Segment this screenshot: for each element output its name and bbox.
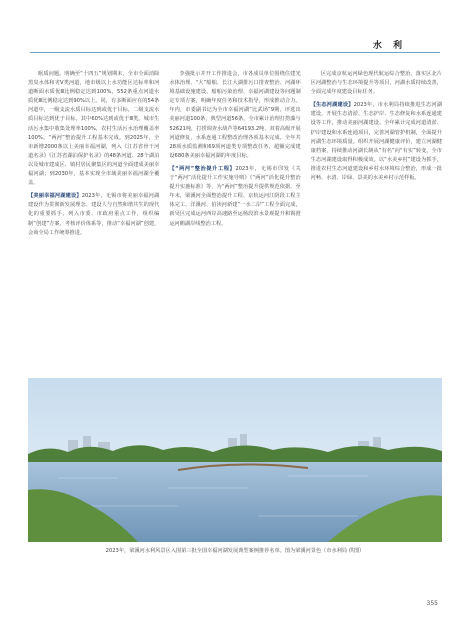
paragraph-text: 李强批示并开工作推进会，市各成员单位围绕住建光水体治理、“大”船舶、长江大湖排污口排查整治、河湖环境基础设施建设、船舶污染治理、幸福河湖建设等问题制定专项方案，明确年度任务和技术指导，形成推动合力。年内，市委副书记为全市幸福河湖“比武场”9期，评选出美丽河道100条，典型河道56条。全市累计治理打捞藻与52621吨，打捞调查水葫芦等64193.2吨，双着高级开展河道修复，水系连通工程整改治理各项基本完成。全年共28项水质监测和69项河道类专项整改任务，超额完成建设680条美丽幸福河湖的年度目标。 bbox=[169, 71, 301, 159]
text-column-1 bbox=[28, 70, 159, 375]
paragraph-text: 2023年，市水利局持续推进生态河湖建设，开展生态清淤、生态护岸、生态修复和水系连通建设等工作，推动美丽河湖建设。全年累计完成河道清淤、护岸建设和水系连通项目，完善河湖管护机制，全面提升河湖生态环境质量。组织开展河湖健康评价，建立河湖健康档案，持续推动河湖长制从“有名”向“有实”转变，全市生态河湖建设取得积极成效。以“水美乡村”建设为抓手，推进农村生态河道建设和乡村水环境综合整治，形成一批河畅、水清、岸绿、景美的水美乡村示范样板。 bbox=[310, 102, 442, 182]
river-landscape-image bbox=[28, 378, 442, 542]
text-column-3 bbox=[311, 70, 442, 375]
page-number: 355 bbox=[426, 600, 438, 607]
body-text-columns bbox=[28, 70, 442, 375]
paragraph bbox=[311, 70, 442, 97]
paragraph bbox=[311, 101, 442, 183]
paragraph bbox=[169, 165, 300, 229]
section-heading: 【生态河湖建设】 bbox=[310, 102, 354, 109]
paragraph bbox=[28, 192, 159, 237]
section-heading: 【“两河”整治提升工程】 bbox=[169, 165, 236, 172]
section-title: 水 利 bbox=[372, 41, 406, 51]
paragraph-text: 2023年，无锡市将美丽幸福河湖建设作为贯彻新发展理念、建设人与自然和谐共生的现代化的重要抓手，列入市委、市政府重点工作，组织编制“创建”方案、考核评价体系等，推动“幸福河湖”创建，会商全局工作统筹推进。 bbox=[28, 193, 160, 236]
paragraph bbox=[28, 70, 159, 188]
paragraph-text: 2023年，无锡市印发《关于“两河”活化提升工作实施导则》《“两河”活化提升整治提升实施标准》等，为“两河”整治提升提供规范依据。至年末，梁溪河全面整治提升工程、京杭运河江阴段工程主体完工，洋溪河、伯渎河新建“一水二岸”工程全面完成，新吴区完成运河西岸高速路至运杨段滨水景观提升和锡澄运河鹅湖岸线整治工程。 bbox=[169, 165, 301, 227]
text-column-2 bbox=[169, 70, 300, 375]
photo-caption: 2023年，梁溪河水利风景区入围第三批全国幸福河湖发展典型案例推荐名单。图为梁溪河景色（市水利局 供图） bbox=[105, 548, 365, 554]
section-heading: 【美丽幸福河湖建设】 bbox=[28, 193, 82, 200]
scenery-photo bbox=[28, 378, 442, 542]
paragraph-text: 区完成京杭运河绿色现代航运综合整治，落实区北片区河湖整治与生态环境提升等项目，河湖水质持续改善，全面完成年度建设目标任务。 bbox=[310, 71, 442, 96]
header-divider bbox=[30, 52, 440, 53]
paragraph-text: 眠质问题。明确至“十四五”规划期末，全市全面消除黑臭水体和劣Ⅴ类河道，地市级以上水功能区达标率和河道断面水质优Ⅲ比例稳定达到100%，552条重点河道水质优Ⅲ比例稳定达到90%以上。同，有多断面应在的54条河道中，一级支流水质目标达到或优于目标，二级支流水质目标达到优于目标，其中60%达到或优于Ⅲ类。城市生活污水集中收集处理率100%，农村生活污水治理覆盖率100%。“两河”整治提升工程基本完成。到2025年，全市新增2000条以上美丽幸福河湖，列入《江苏省骨干河道名录》《江苏省湖泊保护名录》的48条河道、28个湖泊以及城市建成区、镇村居民聚集区的河道全面建成美丽幸福河湖；到2030年，基本实现全市域美丽幸福河湖全覆盖。 bbox=[28, 71, 160, 187]
paragraph bbox=[169, 70, 300, 161]
